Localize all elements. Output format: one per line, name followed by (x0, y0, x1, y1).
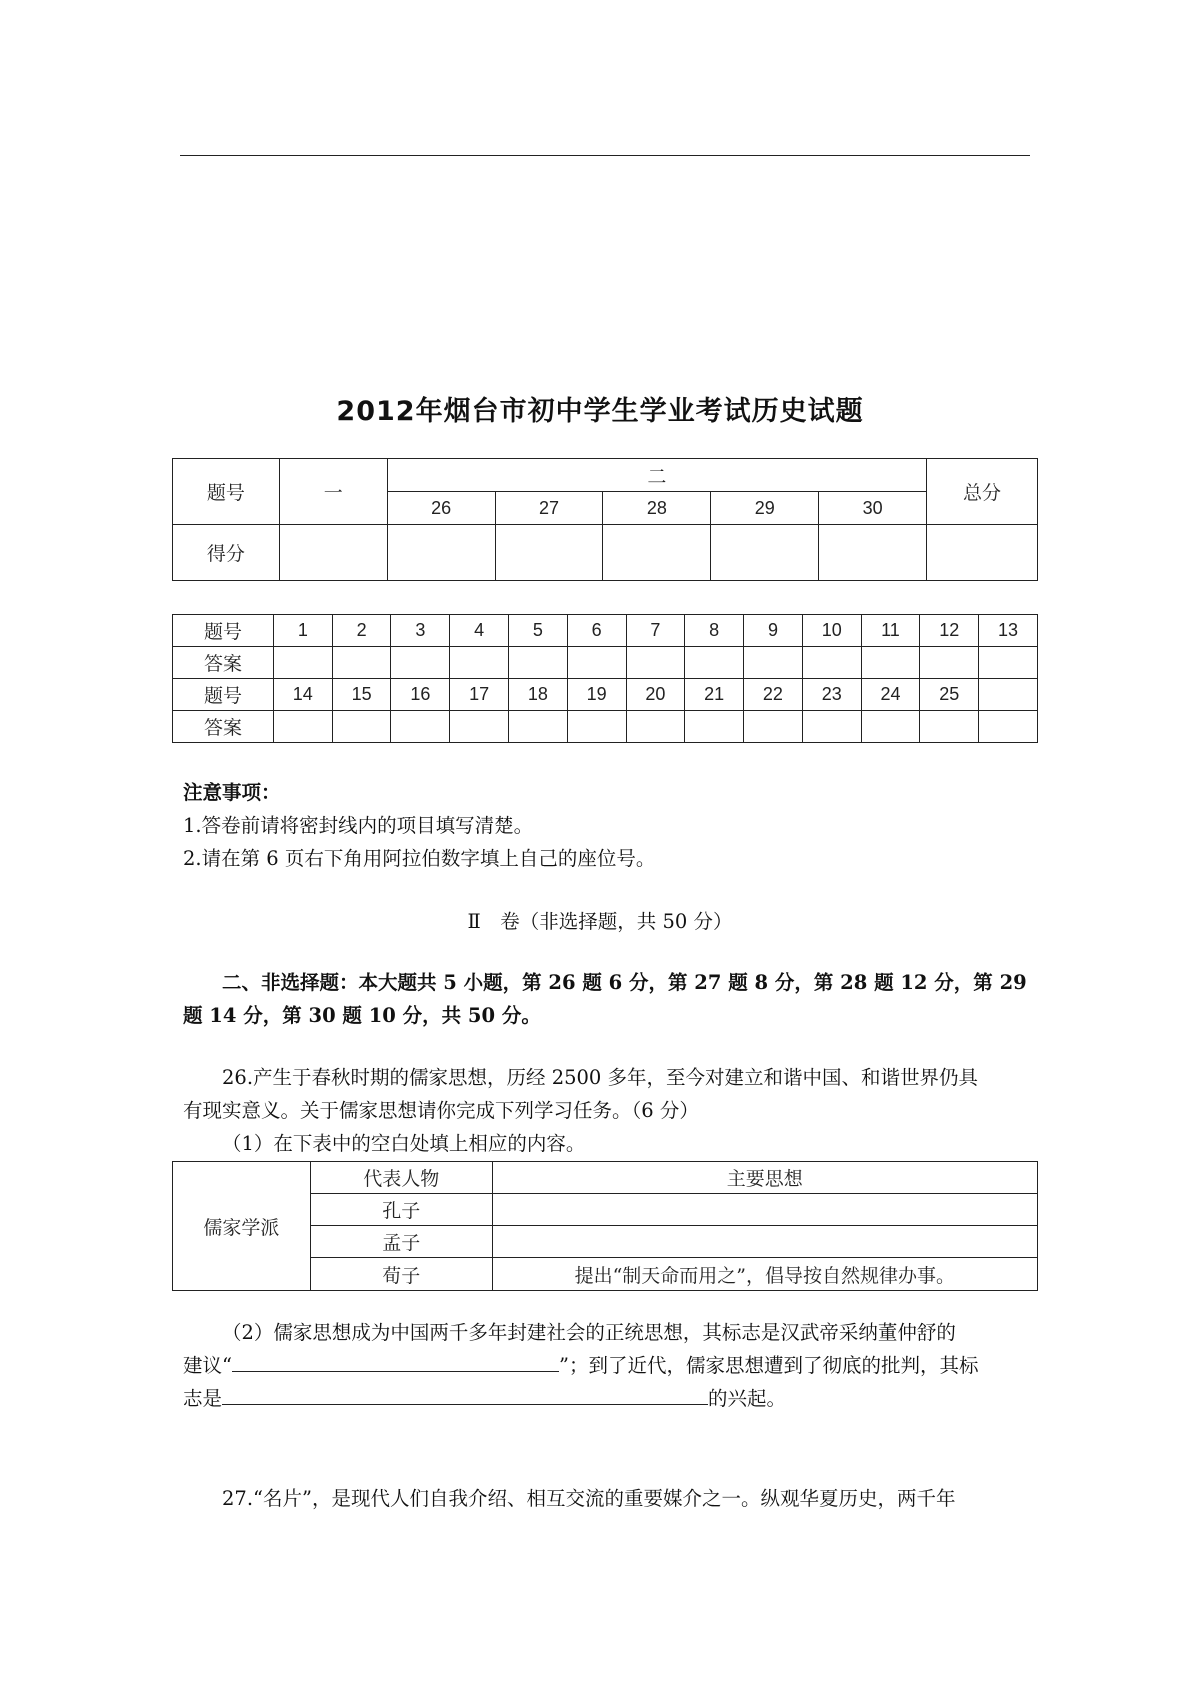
question-number: 16 (391, 679, 450, 711)
score-cell[interactable] (387, 525, 495, 581)
score-cell[interactable] (819, 525, 927, 581)
answer-cell[interactable] (920, 647, 979, 679)
score-sub: 30 (819, 492, 927, 525)
question-number: 17 (450, 679, 509, 711)
answer-cell[interactable] (332, 711, 391, 743)
question-number (979, 679, 1038, 711)
thought-cell: 提出“制天命而用之”，倡导按自然规律办事。 (492, 1258, 1037, 1291)
score-part2: 二 (387, 459, 926, 492)
q26-intro-cont: 有现实意义。关于儒家思想请你完成下列学习任务。（6 分） (183, 1099, 699, 1122)
section2-instructions: 二、非选择题：本大题共 5 小题，第 26 题 6 分，第 27 题 8 分，第 28 题 12 分，第 29 (222, 971, 1027, 994)
q26-sub2-text: 建议“ (183, 1354, 232, 1377)
answer-cell[interactable] (861, 711, 920, 743)
person-name: 荀子 (310, 1258, 492, 1291)
notes-item: 1.答卷前请将密封线内的项目填写清楚。 (183, 814, 534, 837)
school-name: 儒家学派 (173, 1162, 311, 1291)
answer-cell[interactable] (626, 711, 685, 743)
q26-sub2: （2）儒家思想成为中国两千多年封建社会的正统思想，其标志是汉武帝采纳董仲舒的 (222, 1321, 956, 1344)
answer-row-label: 答案 (173, 647, 274, 679)
answer-cell[interactable] (979, 647, 1038, 679)
col-person-header: 代表人物 (310, 1162, 492, 1194)
answer-cell[interactable] (685, 647, 744, 679)
score-cell[interactable] (495, 525, 603, 581)
section2-instructions-cont: 题 14 分，第 30 题 10 分，共 50 分。 (183, 1004, 541, 1027)
q26-sub2-text: ”；到了近代，儒家思想遭到了彻底的批判，其标 (558, 1354, 979, 1377)
answer-cell[interactable] (744, 711, 803, 743)
question-number: 23 (802, 679, 861, 711)
q26-sub2-text: 的兴起。 (708, 1387, 787, 1410)
answer-cell[interactable] (450, 711, 509, 743)
question-number: 22 (744, 679, 803, 711)
score-sub: 28 (603, 492, 711, 525)
score-label-no: 题号 (173, 459, 280, 525)
q26-sub2-text: 志是 (183, 1387, 223, 1410)
volume-header: Ⅱ 卷（非选择题，共 50 分） (467, 910, 733, 933)
question-number: 12 (920, 615, 979, 647)
question-number: 2 (332, 615, 391, 647)
person-name: 孟子 (310, 1226, 492, 1258)
question-number: 14 (273, 679, 332, 711)
question-number: 13 (979, 615, 1038, 647)
answer-cell[interactable] (802, 711, 861, 743)
question-number: 1 (273, 615, 332, 647)
score-total: 总分 (927, 459, 1038, 525)
question-number: 11 (861, 615, 920, 647)
answer-cell[interactable] (861, 647, 920, 679)
confucian-table (172, 1161, 1038, 1291)
answer-cell[interactable] (626, 647, 685, 679)
score-label-score: 得分 (173, 525, 280, 581)
answer-row-label: 题号 (173, 679, 274, 711)
question-number: 8 (685, 615, 744, 647)
score-table (172, 458, 1038, 581)
answer-cell[interactable] (979, 711, 1038, 743)
question-number: 3 (391, 615, 450, 647)
notes-item: 2.请在第 6 页右下角用阿拉伯数字填上自己的座位号。 (183, 847, 656, 870)
q26-sub1: （1）在下表中的空白处填上相应的内容。 (222, 1132, 586, 1155)
question-number: 19 (567, 679, 626, 711)
answer-cell[interactable] (391, 711, 450, 743)
question-number: 15 (332, 679, 391, 711)
thought-cell[interactable] (492, 1226, 1037, 1258)
thought-cell[interactable] (492, 1194, 1037, 1226)
question-number: 4 (450, 615, 509, 647)
score-cell[interactable] (927, 525, 1038, 581)
answer-cell[interactable] (273, 711, 332, 743)
question-number: 20 (626, 679, 685, 711)
answer-cell[interactable] (802, 647, 861, 679)
question-number: 6 (567, 615, 626, 647)
score-part1: 一 (279, 459, 387, 525)
answer-cell[interactable] (685, 711, 744, 743)
col-thought-header: 主要思想 (492, 1162, 1037, 1194)
score-cell[interactable] (603, 525, 711, 581)
answer-blank[interactable] (232, 1349, 559, 1372)
question-number: 25 (920, 679, 979, 711)
notes-heading: 注意事项： (183, 781, 281, 804)
score-cell[interactable] (279, 525, 387, 581)
question-number: 21 (685, 679, 744, 711)
person-name: 孔子 (310, 1194, 492, 1226)
question-number: 18 (509, 679, 568, 711)
score-sub: 27 (495, 492, 603, 525)
q26-sub2-line3 (183, 1382, 786, 1415)
answer-cell[interactable] (450, 647, 509, 679)
answer-row-label: 题号 (173, 615, 274, 647)
question-number: 24 (861, 679, 920, 711)
answer-cell[interactable] (744, 647, 803, 679)
answer-cell[interactable] (332, 647, 391, 679)
answer-cell[interactable] (567, 711, 626, 743)
q27-intro: 27.“名片”，是现代人们自我介绍、相互交流的重要媒介之一。纵观华夏历史，两千年 (222, 1487, 956, 1510)
question-number: 5 (509, 615, 568, 647)
answer-cell[interactable] (391, 647, 450, 679)
answer-row-label: 答案 (173, 711, 274, 743)
question-number: 10 (802, 615, 861, 647)
q26-intro: 26.产生于春秋时期的儒家思想，历经 2500 多年，至今对建立和谐中国、和谐世界仍具 (222, 1066, 979, 1089)
answer-cell[interactable] (273, 647, 332, 679)
answer-table (172, 614, 1038, 743)
answer-cell[interactable] (509, 711, 568, 743)
q26-sub2-line2 (183, 1349, 978, 1382)
score-sub: 29 (711, 492, 819, 525)
header-rule (180, 155, 1030, 156)
answer-cell[interactable] (920, 711, 979, 743)
question-number: 9 (744, 615, 803, 647)
answer-blank[interactable] (222, 1382, 708, 1405)
score-sub: 26 (387, 492, 495, 525)
answer-cell[interactable] (567, 647, 626, 679)
question-number: 7 (626, 615, 685, 647)
answer-cell[interactable] (509, 647, 568, 679)
page-title: 2012年烟台市初中学生学业考试历史试题 (336, 396, 864, 427)
score-cell[interactable] (711, 525, 819, 581)
